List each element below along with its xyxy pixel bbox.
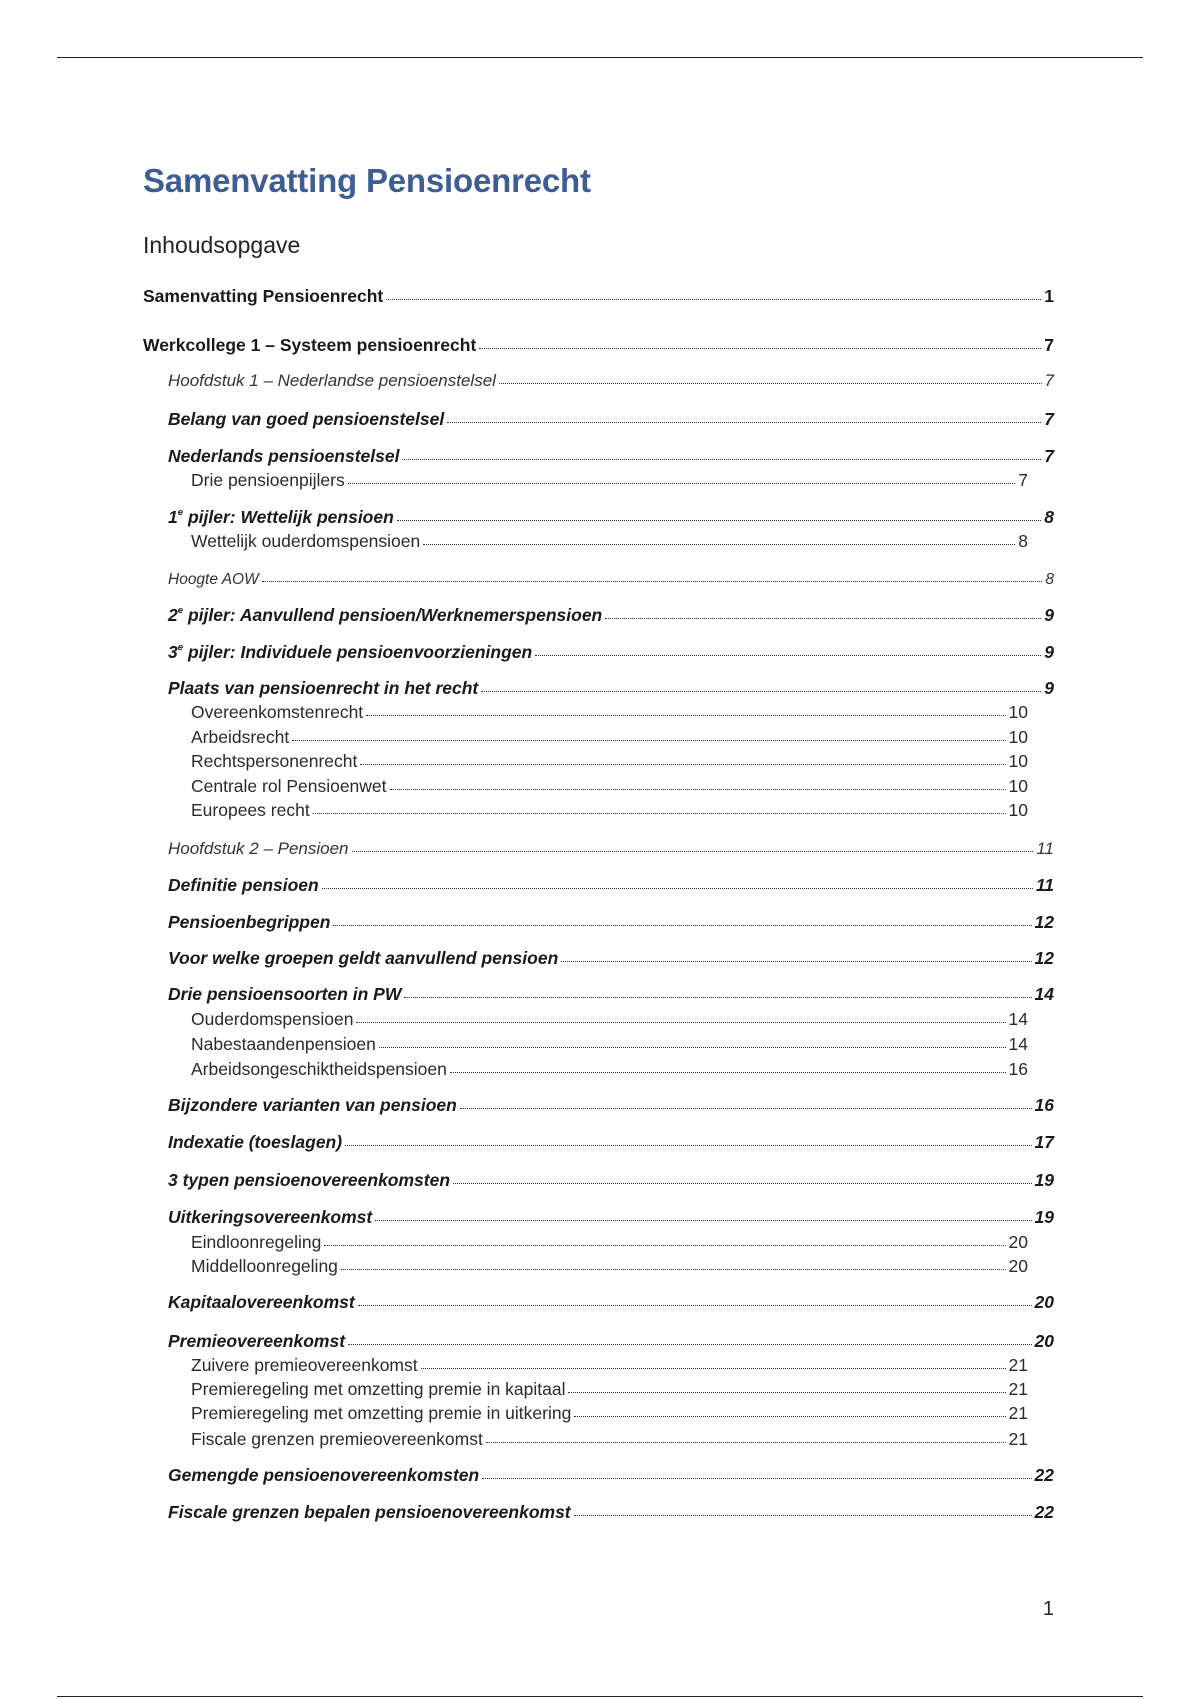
toc-entry[interactable]: Kapitaalovereenkomst 20	[168, 1292, 1054, 1312]
pillar-number: 3e	[168, 642, 184, 662]
toc-entry[interactable]: Premieregeling met omzetting premie in uitkering 21	[191, 1403, 1028, 1423]
toc-entry[interactable]: Belang van goed pensioenstelsel 7	[168, 409, 1054, 429]
pillar-title: pijler: Wettelijk pensioen	[187, 507, 394, 527]
toc-entry[interactable]: Bijzondere varianten van pensioen 16	[168, 1095, 1054, 1115]
toc-entry[interactable]: Premieovereenkomst 20	[168, 1331, 1054, 1351]
toc-entry[interactable]: Hoofdstuk 1 – Nederlandse pensioenstelsel 7	[168, 371, 1054, 390]
toc-entry[interactable]: Drie pensioensoorten in PW 14	[168, 984, 1054, 1004]
toc-entry[interactable]: Zuivere premieovereenkomst 21	[191, 1355, 1028, 1375]
document-title: Samenvatting Pensioenrecht	[143, 162, 591, 199]
toc-entry[interactable]: Samenvatting Pensioenrecht 1	[143, 286, 1054, 306]
toc-entry[interactable]: Arbeidsrecht 10	[191, 727, 1028, 747]
toc-entry[interactable]: Nederlands pensioenstelsel 7	[168, 446, 1054, 466]
toc-entry[interactable]: Premieregeling met omzetting premie in kapitaal 21	[191, 1379, 1028, 1399]
toc-entry[interactable]: Plaats van pensioenrecht in het recht 9	[168, 678, 1054, 698]
toc-entry[interactable]: Werkcollege 1 – Systeem pensioenrecht 7	[143, 335, 1054, 355]
toc-entry[interactable]: Ouderdomspensioen 14	[191, 1009, 1028, 1029]
pillar-title: pijler: Individuele pensioenvoorzieningen	[187, 642, 533, 662]
toc-entry[interactable]: Definitie pensioen 11	[168, 875, 1054, 895]
pillar-number: 2e	[168, 605, 184, 625]
footer-rule	[57, 1696, 1143, 1697]
toc-entry[interactable]: Voor welke groepen geldt aanvullend pensioen 12	[168, 948, 1054, 968]
toc-entry[interactable]: 3e pijler: Individuele pensioenvoorzieningen 9	[168, 642, 1054, 662]
toc-entry[interactable]: Indexatie (toeslagen) 17	[168, 1132, 1054, 1152]
toc-entry[interactable]: Pensioenbegrippen 12	[168, 912, 1054, 932]
pillar-number: 1e	[168, 507, 184, 527]
toc-entry[interactable]: Rechtspersonenrecht 10	[191, 751, 1028, 771]
toc-entry[interactable]: Fiscale grenzen premieovereenkomst 21	[191, 1429, 1028, 1449]
toc-entry[interactable]: Centrale rol Pensioenwet 10	[191, 776, 1028, 796]
toc-entry[interactable]: Middelloonregeling 20	[191, 1256, 1028, 1276]
toc-entry[interactable]: 2e pijler: Aanvullend pensioen/Werknemerspensioen 9	[168, 605, 1054, 625]
toc-entry[interactable]: Nabestaandenpensioen 14	[191, 1034, 1028, 1054]
toc-entry[interactable]: Fiscale grenzen bepalen pensioenovereenkomst 22	[168, 1502, 1054, 1522]
toc-entry[interactable]: 1e pijler: Wettelijk pensioen 8	[168, 507, 1054, 527]
toc-entry[interactable]: Uitkeringsovereenkomst 19	[168, 1207, 1054, 1227]
toc-entry[interactable]: Wettelijk ouderdomspensioen 8	[191, 531, 1028, 551]
toc-entry[interactable]: Gemengde pensioenovereenkomsten 22	[168, 1465, 1054, 1485]
toc-entry[interactable]: Drie pensioenpijlers 7	[191, 470, 1028, 490]
page-number: 1	[1042, 1598, 1054, 1620]
header-rule	[57, 57, 1143, 58]
toc-entry[interactable]: Europees recht 10	[191, 800, 1028, 820]
toc-entry[interactable]: Hoogte AOW 8	[168, 571, 1054, 588]
toc-entry[interactable]: Eindloonregeling 20	[191, 1232, 1028, 1252]
toc-heading: Inhoudsopgave	[143, 232, 301, 258]
toc-entry[interactable]: Hoofdstuk 2 – Pensioen 11	[168, 839, 1054, 858]
toc-entry[interactable]: Arbeidsongeschiktheidspensioen 16	[191, 1059, 1028, 1079]
toc-entry[interactable]: Overeenkomstenrecht 10	[191, 702, 1028, 722]
toc-entry[interactable]: 3 typen pensioenovereenkomsten 19	[168, 1170, 1054, 1190]
pillar-title: pijler: Aanvullend pensioen/Werknemerspensioen	[187, 605, 603, 625]
